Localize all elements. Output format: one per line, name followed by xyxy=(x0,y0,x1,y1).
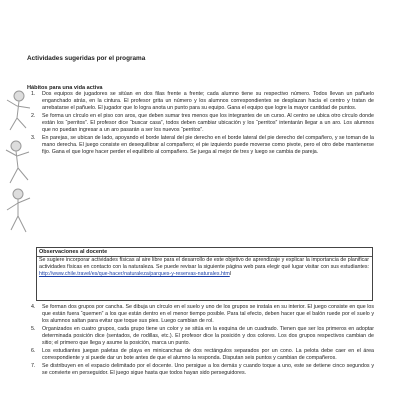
item-text: Se forman dos grupos por cancha. Se dibuja un círculo en el suelo y uno de los grupos se instala en su interior. El juego consiste en que los que están fuera “quemen” a los que están dentro en el menor tiempo posible. Para tal efecto, deben hacer que el balón ruede por el suelo y los alumnos saltan para evitar que toque sus pies. Luego cambian de rol. xyxy=(42,304,374,325)
list-item xyxy=(31,134,374,157)
item-text: Organizados en cuatro grupos, cada grupo tiene un color y se sitúa en la esquina de un cuadrado. Tienen que ser los primeros en adoptar determinada posición dice (sentados, de rodillas, etc.). El profesor dice la posición y dos colores. Los dos grupos respectivos cambian de sitio; el primero que llega y asume la posición, marca un punto. xyxy=(42,325,374,347)
list-item xyxy=(31,347,374,362)
item-number: 6. xyxy=(31,347,36,354)
list-item xyxy=(31,112,374,135)
list-item xyxy=(31,91,374,113)
item-text: Dos equipos de jugadores se sitúan en dos filas frente a frente; cada alumno tiene su respectivo número. Todos llevan un pañuelo enganchado atrás, en la cintura. El profesor grita un número y los alumnos correspondientes se desplazan hacia el centro y tratan de arrebatarse el pañuelo. El jugador que lo logra anota un punto para su equipo. Gana el equipo que logre la mayor cantidad de puntos. xyxy=(42,91,374,112)
item-text: En parejas, se ubican de lado, apoyando el borde lateral del pie derecho en el borde lateral del pie derecho del compañero, y se toman de la mano derecha. El juego consiste en desequilibrar al compañero; el pie izquierdo puede moverse como pivote, pero el otro debe mantenerse fijo. Gana el que logre hacer perder el equilibrio al compañero. Se juega al mejor de tres y luego se cambia de pareja. xyxy=(42,134,374,156)
item-number: 7. xyxy=(31,362,36,369)
list-item xyxy=(31,362,374,377)
activities-list-2 xyxy=(31,304,374,377)
item-number: 2. xyxy=(31,112,36,119)
observations-text xyxy=(39,257,369,278)
section-heading: Hábitos para una vida activa xyxy=(27,85,103,91)
link-suffix: l xyxy=(229,271,231,278)
activities-list-1 xyxy=(31,91,374,156)
child-figure-2 xyxy=(6,141,29,183)
observations-body: Se sugiere incorporar actividades físicas al aire libre para el desarrollo de este objetivo de aprendizaje y explicar la importancia de planificar actividades físicas en contacto con la naturaleza. Se puede revisar la siguiente página web para elegir qué lugar visitar con sus estudiantes: xyxy=(39,257,369,271)
item-text: Los estudiantes juegan paletas de playa en minicanchas de dos rectángulos separados por un cono. La pelota debe caer en el área correspondiente y si puede dar un bote antes de que el alumno la responda. Disputan seis puntos y cambian de compañeros. xyxy=(42,347,374,362)
item-number: 5. xyxy=(31,325,36,332)
activities-title: Actividades sugeridas por el programa xyxy=(27,55,146,62)
list-item xyxy=(31,325,374,348)
item-text: Se distribuyen en el espacio delimitado por el docente. Uno persigue a los demás y cuando toque a uno, este se detiene cinco segundos y se convierte en perseguidor. El juego sigue hasta que todos hayan sido perseguidores. xyxy=(42,362,374,376)
list-item xyxy=(31,304,374,326)
parks-reserves-link[interactable]: http://www.chile.travel/es/que-hacer/naturaleza/parques-y-reservas-naturales.htm xyxy=(39,271,230,278)
item-number: 3. xyxy=(31,134,36,141)
teacher-observations-box xyxy=(36,247,373,301)
child-figure-3 xyxy=(7,189,30,232)
item-number: 4. xyxy=(31,304,36,310)
item-text: Se forma un círculo en el piso con aros, que deben sumar tres menos que los integrantes de un curso. Al centro se ubica otro círculo donde están los “perritos”. El profesor dice “buscar casa”, todos deben cambiar ubicación y los “perritos” intentarán llegar a un aro. Los alumnos que no puedan ingresar a un aro pasarán a ser los nuevos “perritos”. xyxy=(42,112,374,134)
child-figure-1 xyxy=(7,91,30,130)
item-number: 1. xyxy=(31,91,36,97)
observations-title: Observaciones al docente xyxy=(39,249,108,255)
children-playing-illustration xyxy=(2,88,38,238)
